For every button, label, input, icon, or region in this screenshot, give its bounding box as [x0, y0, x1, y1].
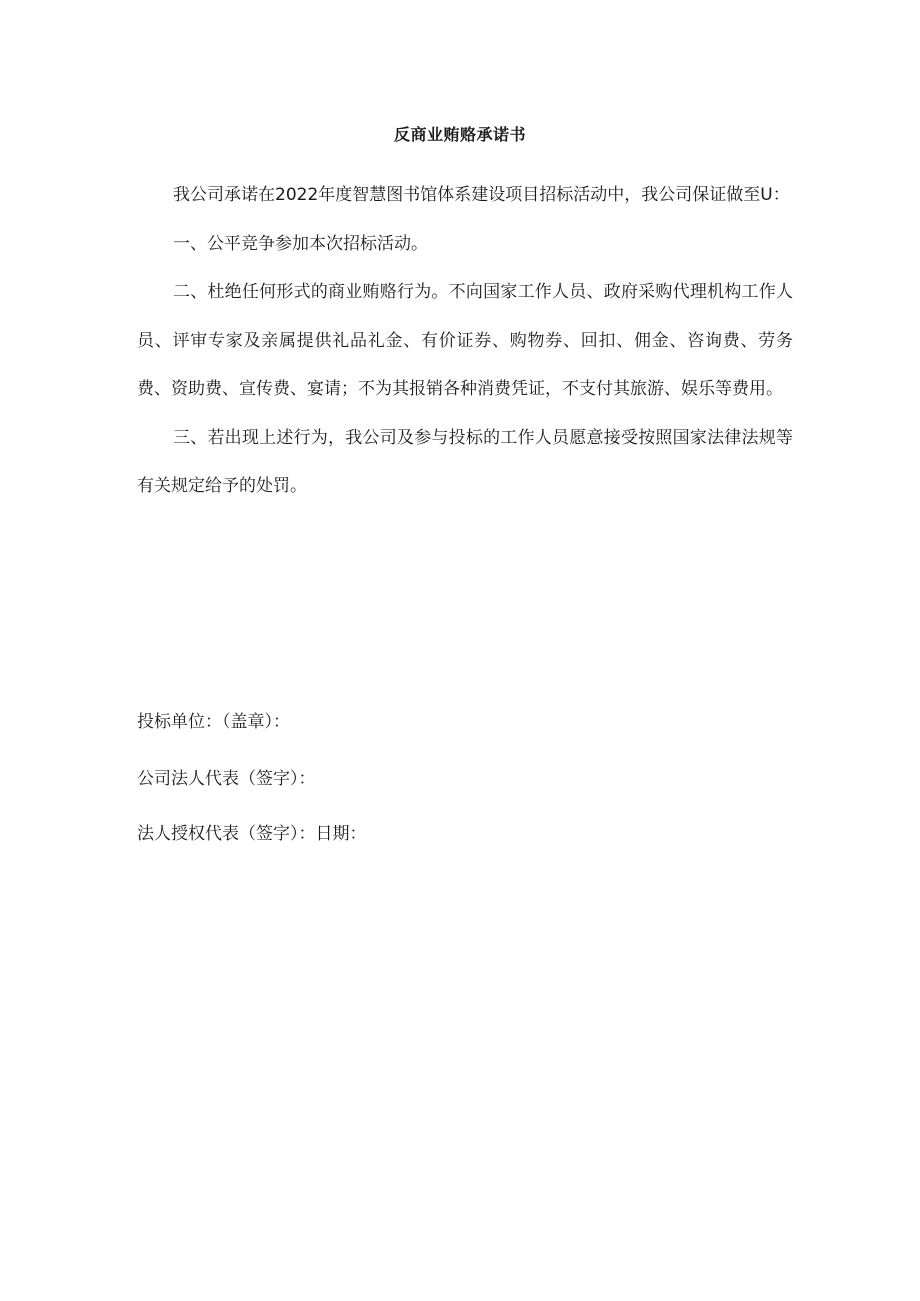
signature-bidder-unit: 投标单位：（盖章）：: [137, 712, 290, 732]
paragraph-penalty: 三、若出现上述行为，我公司及参与投标的工作人员愿意接受按照国家法律法规等有关规定给予的处罚。: [137, 427, 793, 496]
paragraph-fair-competition: 一、公平竞争参加本次招标活动。: [173, 233, 428, 254]
signature-authorized-rep-date: 法人授权代表（签字）：日期：: [137, 824, 367, 844]
document-title: 反商业贿赂承诺书: [393, 125, 526, 144]
signature-legal-rep: 公司法人代表（签字）：: [137, 769, 316, 789]
paragraph-commitment-intro: 我公司承诺在2022年度智慧图书馆体系建设项目招标活动中，我公司保证做至U：: [173, 185, 790, 205]
paragraph-no-bribery: 二、杜绝任何形式的商业贿赂行为。不向国家工作人员、政府采购代理机构工作人员、评审专家及亲属提供礼品礼金、有价证券、购物券、回扣、佣金、咨询费、劳务费、资助费、宣传费、宴请；不为其报销各种消费凭证，不支付其旅游、娱乐等费用。: [137, 282, 793, 399]
document-body: [137, 171, 793, 511]
